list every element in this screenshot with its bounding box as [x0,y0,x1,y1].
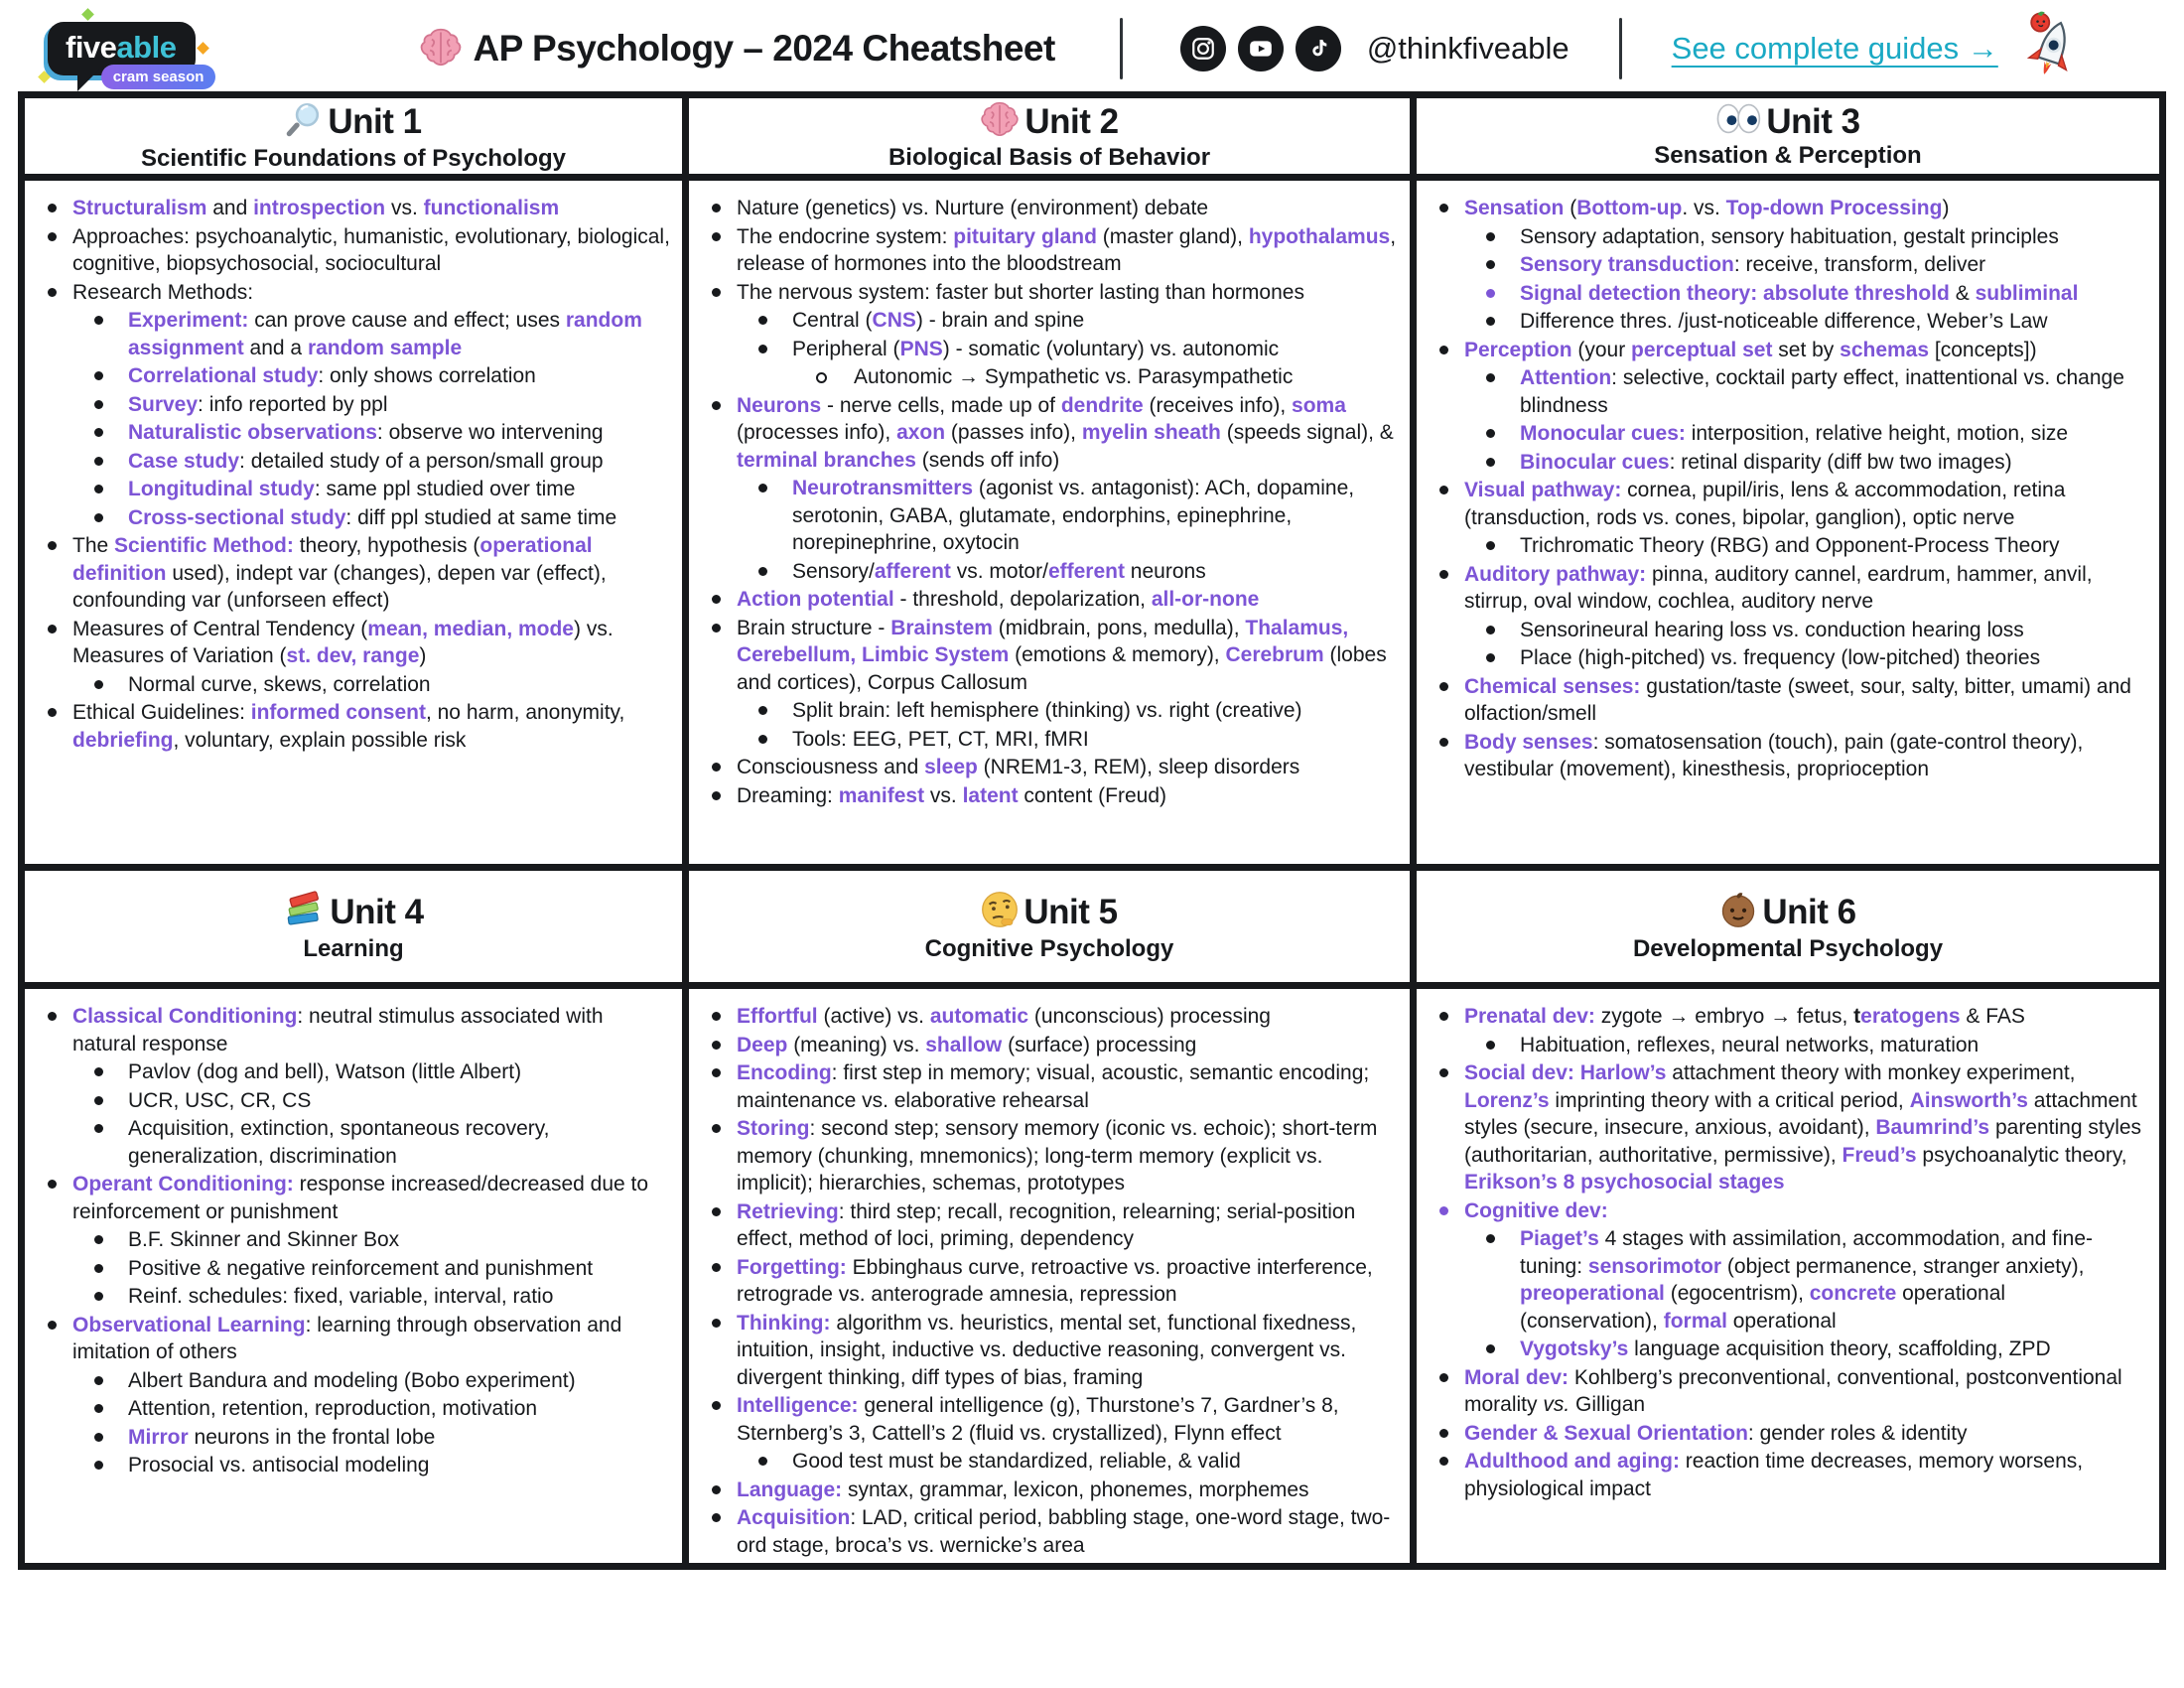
bullet-item: Forgetting: Ebbinghaus curve, retroactive vs. proactive interference, retrograde vs. anterograde amnesia, repression [705,1254,1398,1309]
bullet-item: Intelligence: general intelligence (g), Thurstone’s 7, Gardner’s 8, Sternberg’s 3, Cattell’s 2 (fluid vs. crystallized), Flynn effect [705,1392,1398,1447]
bullet-item: Sensation (Bottom-up. vs. Top-down Processing) [1433,195,2147,222]
bullet-item: Perception (your perceptual set set by schemas [concepts]) [1433,337,2147,364]
bullet-item: Chemical senses: gustation/taste (sweet, sour, salty, bitter, umami) and olfaction/smell [1433,673,2147,728]
bullet-item: Cognitive dev: [1433,1197,2147,1225]
unit-2-subtitle: Biological Basis of Behavior [887,144,1211,171]
bullet-item: Vygotsky’s language acquisition theory, scaffolding, ZPD [1433,1336,2147,1363]
divider [1619,18,1622,79]
bullet-item: Encoding: first step in memory; visual, acoustic, semantic encoding; maintenance vs. elaborative rehearsal [705,1059,1398,1114]
unit-2-content [689,181,1410,864]
bullet-item: Case study: detailed study of a person/small group [41,448,670,476]
rocket-mascot-icon [2014,9,2090,89]
bullet-item: Place (high-pitched) vs. frequency (low-pitched) theories [1433,644,2147,672]
bullet-item: Tools: EEG, PET, CT, MRI, fMRI [705,726,1398,754]
unit-name: Unit 4 [330,893,424,931]
bullet-item: Signal detection theory: absolute threshold & subliminal [1433,280,2147,308]
unit-4-title [283,891,423,934]
bullet-item: Brain structure - Brainstem (midbrain, pons, medulla), Thalamus, Cerebellum, Limbic System (emotions & memory), Cerebrum (lobes and cortices), Corpus Callosum [705,615,1398,697]
bullet-item: Structuralism and introspection vs. functionalism [41,195,670,222]
header [0,0,2184,91]
unit-4-content [25,989,682,1563]
bullet-item: Prenatal dev: zygote → embryo → fetus, teratogens & FAS [1433,1003,2147,1031]
bullet-item: Difference thres. /just-noticeable difference, Weber’s Law [1433,308,2147,336]
bullet-item: Piaget’s 4 stages with assimilation, accommodation, and fine-tuning: sensorimotor (object permanence, stranger anxiety), preoperational (egocentrism), concrete operational (conservation), formal operational [1433,1225,2147,1335]
bullet-item: Pavlov (dog and bell), Watson (little Albert) [41,1058,670,1086]
bullet-item: Measures of Central Tendency (mean, median, mode) vs. Measures of Variation (st. dev, range) [41,616,670,670]
unit-name: Unit 2 [1024,102,1119,141]
bullet-item: Visual pathway: cornea, pupil/iris, lens & accommodation, retina (transduction, rods vs. cones, bipolar, ganglion), optic nerve [1433,477,2147,531]
unit-5-title [981,891,1117,934]
bullet-item: Observational Learning: learning through observation and imitation of others [41,1312,670,1366]
bullet-item: Ethical Guidelines: informed consent, no harm, anonymity, debriefing, voluntary, explain possible risk [41,699,670,754]
bullet-item: Neurotransmitters (agonist vs. antagonist): ACh, dopamine, serotonin, GABA, glutamate, endorphins, epinephrine, norepinephrine, oxytocin [705,475,1398,557]
books-icon [283,891,325,934]
unit-name: Unit 6 [1762,893,1856,931]
sparkle-icon [38,70,51,83]
unit-3-bullets [1433,195,2147,783]
unit-4-bullets [41,1003,670,1479]
logo-wordmark: fiveable [66,30,177,65]
sparkle-icon [198,42,210,55]
bullet-item: Dreaming: manifest vs. latent content (Freud) [705,782,1398,810]
bullet-item: Split brain: left hemisphere (thinking) vs. right (creative) [705,697,1398,725]
bullet-item: Language: syntax, grammar, lexicon, phonemes, morphemes [705,1477,1398,1504]
bullet-item: Autonomic → Sympathetic vs. Parasympathetic [705,363,1398,391]
brain-icon [980,100,1020,143]
bullet-item: The nervous system: faster but shorter lasting than hormones [705,279,1398,307]
bullet-item: Adulthood and aging: reaction time decreases, memory worsens, physiological impact [1433,1448,2147,1502]
bullet-item: Action potential - threshold, depolarization, all-or-none [705,586,1398,614]
bullet-item: Consciousness and sleep (NREM1-3, REM), sleep disorders [705,754,1398,781]
bullet-item: Storing: second step; sensory memory (iconic vs. echoic); short-term memory (chunking, mnemonics); long-term memory (explicit vs. implicit); hierarchies, schemas, prototypes [705,1115,1398,1197]
bullet-item: Thinking: algorithm vs. heuristics, mental set, functional fixedness, intuition, insight, inductive vs. deductive reasoning, convergent vs. divergent thinking, diff types of bias, framing [705,1310,1398,1392]
sparkle-icon [81,8,94,21]
bullet-item: The endocrine system: pituitary gland (master gland), hypothalamus, release of hormones into the bloodstream [705,223,1398,278]
tiktok-icon [1296,26,1341,71]
bullet-item: Mirror neurons in the frontal lobe [41,1424,670,1452]
magnifier-icon [285,100,323,144]
bullet-item: Operant Conditioning: response increased/decreased due to reinforcement or punishment [41,1171,670,1225]
bullet-item: Reinf. schedules: fixed, variable, interval, ratio [41,1283,670,1311]
unit-6-bullets [1433,1003,2147,1502]
bullet-item: Auditory pathway: pinna, auditory cannel, eardrum, hammer, anvil, stirrup, oval window, cochlea, auditory nerve [1433,561,2147,616]
youtube-icon [1238,26,1284,71]
page-title: AP Psychology – 2024 Cheatsheet [473,28,1055,69]
bullet-item: Sensorineural hearing loss vs. conduction hearing loss [1433,617,2147,644]
unit-6-title [1719,891,1855,934]
unit-6-header [1417,871,2159,982]
fiveable-logo [48,22,205,85]
bullet-item: Experiment: can prove cause and effect; uses random assignment and a random sample [41,307,670,361]
cram-season-badge: cram season [101,65,216,89]
bullet-item: Neurons - nerve cells, made up of dendrite (receives info), soma (processes info), axon (passes info), myelin sheath (speeds signal), & terminal branches (sends off info) [705,392,1398,475]
unit-1-content [25,181,682,864]
unit-2-title [980,100,1118,143]
bullet-item: Nature (genetics) vs. Nurture (environment) debate [705,195,1398,222]
unit-2-bullets [705,195,1398,809]
social-handle: @thinkfiveable [1366,31,1570,66]
bullet-item: Sensory transduction: receive, transform, deliver [1433,251,2147,279]
unit-6-subtitle: Developmental Psychology [1632,934,1944,962]
unit-name: Unit 3 [1766,102,1860,141]
unit-name: Unit 1 [328,102,422,141]
unit-6-content [1417,989,2159,1563]
bullet-item: Classical Conditioning: neutral stimulus associated with natural response [41,1003,670,1057]
bullet-item: Good test must be standardized, reliable, & valid [705,1448,1398,1476]
bullet-item: Positive & negative reinforcement and punishment [41,1255,670,1283]
thinking-face-icon [981,891,1019,934]
unit-3-header [1417,98,2159,174]
bullet-item: Survey: info reported by ppl [41,391,670,419]
bullet-item: Cross-sectional study: diff ppl studied at same time [41,504,670,532]
bullet-item: Normal curve, skews, correlation [41,671,670,699]
bullet-item: Approaches: psychoanalytic, humanistic, evolutionary, biological, cognitive, biopsychosocial, sociocultural [41,223,670,278]
unit-4-subtitle: Learning [303,934,404,962]
bullet-item: Effortful (active) vs. automatic (unconscious) processing [705,1003,1398,1031]
bullet-item: Deep (meaning) vs. shallow (surface) processing [705,1032,1398,1059]
bullet-item: Sensory adaptation, sensory habituation, gestalt principles [1433,223,2147,251]
social-block [1180,26,1570,71]
bullet-item: Naturalistic observations: observe wo intervening [41,419,670,447]
bullet-item: Acquisition: LAD, critical period, babbling stage, one-word stage, two-ord stage, broca’s vs. wernicke’s area [705,1504,1398,1559]
bullet-item: Moral dev: Kohlberg’s preconventional, conventional, postconventional morality vs. Gilligan [1433,1364,2147,1419]
unit-3-content [1417,181,2159,864]
baby-icon [1719,891,1757,934]
unit-1-title [285,100,421,144]
bullet-item: Albert Bandura and modeling (Bobo experiment) [41,1367,670,1395]
bullet-item: Sensory/afferent vs. motor/efferent neurons [705,558,1398,586]
unit-3-subtitle: Sensation & Perception [1654,142,1922,169]
bullet-item: Attention: selective, cocktail party effect, inattentional vs. change blindness [1433,364,2147,419]
unit-5-header [689,871,1410,982]
bullet-item: Research Methods: [41,279,670,307]
unit-1-header [25,98,682,174]
bullet-item: Monocular cues: interposition, relative height, motion, size [1433,420,2147,448]
bullet-item: Gender & Sexual Orientation: gender roles & identity [1433,1420,2147,1448]
brain-icon [419,27,463,71]
bullet-item: Body senses: somatosensation (touch), pain (gate-control theory), vestibular (movement), kinesthesis, proprioception [1433,729,2147,783]
unit-2-header [689,98,1410,174]
unit-4-header [25,871,682,982]
bullet-item: Retrieving: third step; recall, recognition, relearning; serial-position effect, method of loci, priming, dependency [705,1198,1398,1253]
divider [1120,18,1123,79]
instagram-icon [1180,26,1226,71]
bullet-item: Binocular cues: retinal disparity (diff bw two images) [1433,449,2147,477]
unit-1-subtitle: Scientific Foundations of Psychology [140,144,567,172]
bullet-item: Attention, retention, reproduction, motivation [41,1395,670,1423]
unit-name: Unit 5 [1024,893,1118,931]
cheatsheet-grid [18,91,2166,1570]
eyes-icon [1715,102,1761,141]
bullet-item: The Scientific Method: theory, hypothesis (operational definition used), indept var (changes), depen var (effect), confounding var (unforseen effect) [41,532,670,615]
bullet-item: Peripheral (PNS) - somatic (voluntary) vs. autonomic [705,336,1398,363]
bullet-item: Central (CNS) - brain and spine [705,307,1398,335]
bullet-item: Prosocial vs. antisocial modeling [41,1452,670,1479]
bullet-item: Longitudinal study: same ppl studied over time [41,476,670,503]
bullet-item: Acquisition, extinction, spontaneous recovery, generalization, discrimination [41,1115,670,1170]
bullet-item: Social dev: Harlow’s attachment theory with monkey experiment, Lorenz’s imprinting theory with a critical period, Ainsworth’s attachment styles (secure, insecure, anxious, avoidant), Baumrind’s parenting styles (authoritarian, authoritative, permissive), Freud’s psychoanalytic theory, Erikson’s 8 psychosocial stages [1433,1059,2147,1196]
unit-5-bullets [705,1003,1398,1559]
bullet-item: Trichromatic Theory (RBG) and Opponent-Process Theory [1433,532,2147,560]
unit-5-content [689,989,1410,1563]
page-title-group [419,27,1054,71]
unit-3-title [1715,102,1859,141]
bullet-item: UCR, USC, CR, CS [41,1087,670,1115]
unit-5-subtitle: Cognitive Psychology [924,934,1174,962]
bullet-item: Habituation, reflexes, neural networks, maturation [1433,1032,2147,1059]
unit-1-bullets [41,195,670,754]
see-complete-guides-link[interactable]: See complete guides → [1671,31,1998,66]
bullet-item: Correlational study: only shows correlation [41,362,670,390]
bullet-item: B.F. Skinner and Skinner Box [41,1226,670,1254]
